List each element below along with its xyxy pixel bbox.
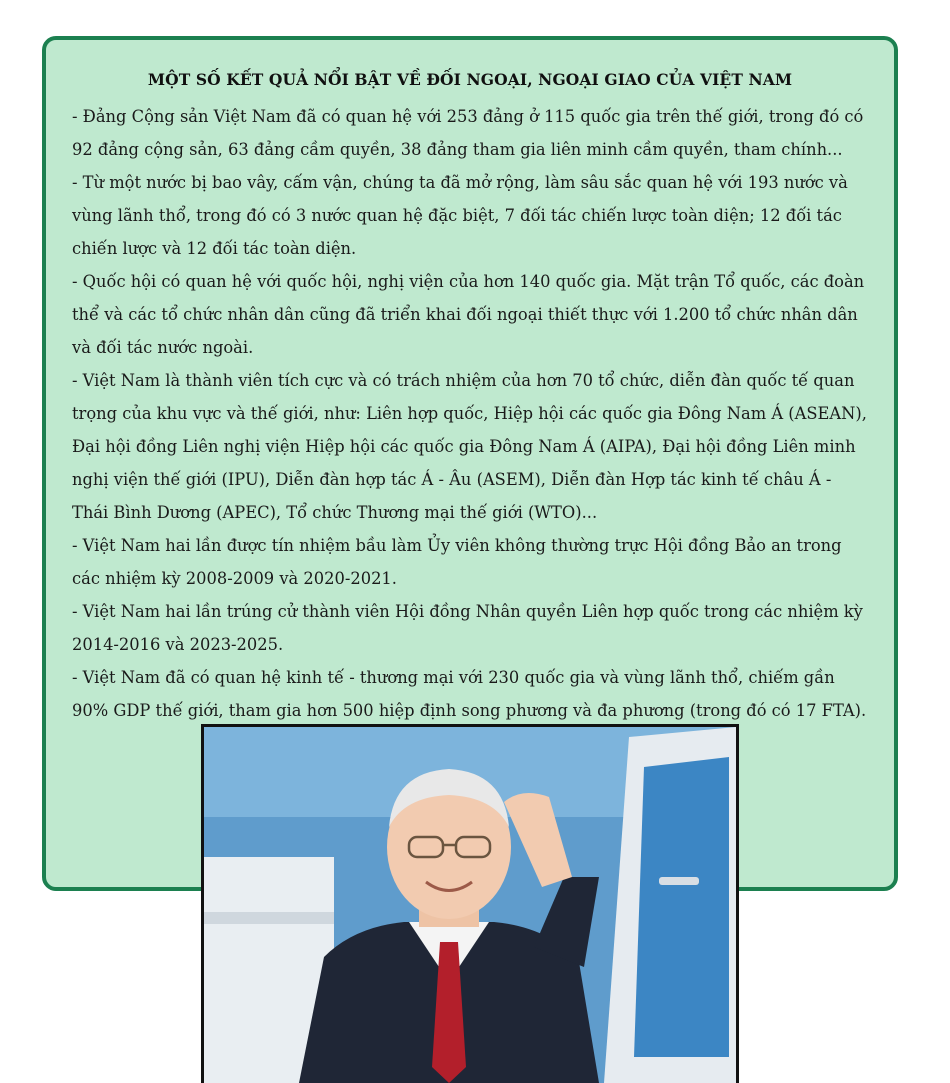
photo-illustration xyxy=(204,727,736,1083)
panel-title: MỘT SỐ KẾT QUẢ NỔI BẬT VỀ ĐỐI NGOẠI, NGOẠI GIAO CỦA VIỆT NAM xyxy=(147,70,793,89)
paragraph-human-rights-council: - Việt Nam hai lần trúng cử thành viên Hội đồng Nhân quyền Liên hợp quốc trong các nhiệm kỳ 2014-2016 và 2023-2025. xyxy=(72,602,863,654)
paragraph-party-relations: - Đảng Cộng sản Việt Nam đã có quan hệ với 253 đảng ở 115 quốc gia trên thế giới, trong đó có 92 đảng cộng sản, 63 đảng cầm quyền, 38 đảng tham gia liên minh cầm quyền, tham chính... xyxy=(72,107,864,159)
door-frame-stripe xyxy=(204,912,334,924)
paragraph-international-organizations: - Việt Nam là thành viên tích cực và có trách nhiệm của hơn 70 tổ chức, diễn đàn quốc tế quan trọng của khu vực và thế giới, như: Liên hợp quốc, Hiệp hội các quốc gia Đông Nam Á (ASEAN), Đại hội đồng Liên nghị viện Hiệp hội các quốc gia Đông Nam Á (AIPA), Đại hội đồng Liên minh nghị viện thế giới (IPU), Diễn đàn hợp tác Á - Âu (ASEM), Diễn đàn Hợp tác kinh tế châu Á - Thái Bình Dương (APEC), Tổ chức Thương mại thế giới (WTO)... xyxy=(72,371,867,522)
paragraph-economic-relations: - Việt Nam đã có quan hệ kinh tế - thương mại với 230 quốc gia và vùng lãnh thổ, chiếm gần 90% GDP thế giới, tham gia hơn 500 hiệp định song phương và đa phương (trong đó có 17 FTA). xyxy=(72,668,867,720)
door-panel xyxy=(634,757,729,1057)
leader-waving-photo xyxy=(201,724,739,1083)
paragraph-country-relations: - Từ một nước bị bao vây, cấm vận, chúng ta đã mở rộng, làm sâu sắc quan hệ với 193 nước và vùng lãnh thổ, trong đó có 3 nước quan hệ đặc biệt, 7 đối tác chiến lược toàn diện; 12 đối tác chiến lược và 12 đối tác toàn diện. xyxy=(72,173,848,258)
paragraph-security-council: - Việt Nam hai lần được tín nhiệm bầu làm Ủy viên không thường trực Hội đồng Bảo an trong các nhiệm kỳ 2008-2009 và 2020-2021. xyxy=(72,536,842,588)
panel-body xyxy=(72,100,872,727)
door-handle xyxy=(659,877,699,885)
paragraph-parliament-relations: - Quốc hội có quan hệ với quốc hội, nghị viện của hơn 140 quốc gia. Mặt trận Tổ quốc, các đoàn thể và các tổ chức nhân dân cũng đã triển khai đối ngoại thiết thực với 1.200 tổ chức nhân dân và đối tác nước ngoài. xyxy=(72,272,865,357)
